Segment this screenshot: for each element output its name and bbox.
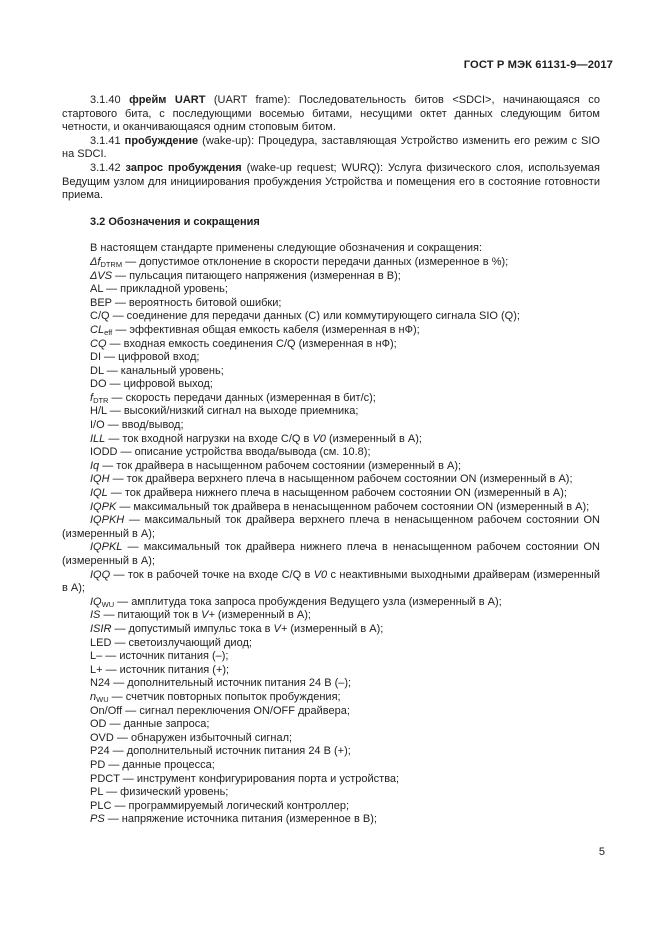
section-title: 3.2 Обозначения и сокращения (90, 215, 260, 228)
abbreviation-symbol: IQL (90, 487, 108, 500)
abbreviation-description: — ток драйвера нижнего плеча в насыщенном рабочем состоянии ON (измеренный в А); (107, 487, 567, 500)
abbreviation-inline-symbol: V+ (201, 609, 215, 622)
abbreviation-item (62, 446, 600, 460)
abbreviation-inline-symbol: V+ (273, 622, 288, 635)
abbreviation-description: — вероятность битовой ошибки; (111, 296, 282, 309)
abbreviation-description: — ток драйвера в насыщенном рабочем состоянии (измеренный в А); (99, 459, 462, 472)
abbreviation-description: — максимальный ток драйвера нижнего плеча в ненасыщенном рабочем состоянии ON (измеренный в А); (62, 541, 600, 567)
abbreviation-item (62, 310, 600, 324)
abbreviation-inline-symbol: V0 (312, 432, 326, 445)
abbreviation-symbol: OD (90, 718, 107, 731)
abbreviation-description: — источник питания (+); (102, 663, 230, 676)
abbreviation-symbol: IQ (90, 595, 102, 608)
abbreviation-subscript: WU (96, 694, 109, 704)
definition-text: (wake-up request; WURQ): Услуга физического слоя, используемая Ведущим узлом для инициирования пробуждения Устройства и помещения его в состояние готовности приема. (62, 161, 600, 202)
abbreviation-subscript: eff (104, 327, 113, 337)
abbreviation-symbol: H/L (90, 405, 107, 418)
abbreviation-item (62, 732, 600, 746)
abbreviation-symbol: N24 (90, 677, 111, 690)
abbreviation-item (62, 338, 600, 352)
abbreviation-symbol: IQPKH (90, 514, 125, 527)
abbreviation-item (62, 419, 600, 433)
abbreviation-description: — напряжение источника питания (измеренное в В); (104, 813, 377, 826)
abbreviation-description: — эффективная общая емкость кабеля (измеренная в нФ); (112, 323, 420, 336)
abbreviation-symbol: CL (90, 323, 105, 336)
abbreviation-symbol: P24 (90, 745, 110, 758)
abbreviation-symbol: L– (90, 650, 103, 663)
abbreviation-symbol: I/O (90, 419, 105, 432)
abbreviation-description: — светоизлучающий диод; (111, 636, 252, 649)
abbreviation-description: — обнаружен избыточный сигнал; (113, 731, 293, 744)
abbreviation-item (62, 324, 600, 338)
abbreviation-symbol: f (90, 391, 94, 404)
abbreviation-item (62, 501, 600, 515)
abbreviation-item (62, 677, 600, 691)
abbreviation-item (62, 297, 600, 311)
abbreviation-item (62, 487, 600, 501)
abbreviation-symbol: PS (90, 813, 105, 826)
abbreviation-description: — физический уровень; (103, 786, 229, 799)
abbreviation-symbol: PD (90, 758, 106, 771)
abbreviation-symbol: L+ (90, 663, 103, 676)
abbreviation-item (62, 460, 600, 474)
abbreviation-item (62, 351, 600, 365)
abbreviation-item (62, 569, 600, 596)
abbreviation-item (62, 813, 600, 827)
abbreviations-list (62, 256, 600, 827)
definition-text: (UART frame): Последовательность битов <SDCI>, начинающаяся со стартового бита, с последующими восемью битами, несущими октет данных следующим битом четности, и оканчивающаяся одним стоповым битом. (62, 94, 601, 134)
abbreviation-symbol: n (90, 690, 97, 703)
abbreviation-symbol: DI (90, 351, 101, 364)
abbreviation-description-tail: (измеренный в А); (287, 622, 384, 635)
abbreviation-symbol: IS (90, 609, 101, 622)
abbreviation-item (62, 705, 600, 719)
definition-item (62, 135, 600, 162)
abbreviation-description: — входная емкость соединения C/Q (измеренная в нФ); (106, 337, 397, 350)
abbreviation-description: — ток входной нагрузки на входе C/Q в (105, 432, 313, 445)
abbreviation-symbol: Iq (90, 459, 100, 472)
abbreviation-symbol: ILL (90, 432, 106, 445)
definition-item (62, 162, 600, 203)
abbreviation-description: — соединение для передачи данных (С) или коммутирующего сигнала SIO (Q); (109, 310, 520, 323)
abbreviation-description: — пульсация питающего напряжения (измеренная в В); (112, 269, 401, 282)
abbreviation-symbol: PLC (90, 799, 112, 812)
abbreviation-description-tail: (измеренный в А); (214, 609, 311, 622)
abbreviation-description: — описание устройства ввода/вывода (см. 10.8); (117, 446, 371, 459)
definition-term: запрос пробуждения (125, 161, 242, 174)
abbreviation-subscript: DTRM (100, 259, 123, 269)
section-intro: В настоящем стандарте применены следующие обозначения и сокращения: (90, 242, 483, 255)
abbreviation-item (62, 759, 600, 773)
definition-term: фрейм UART (129, 94, 206, 106)
abbreviation-description-tail: с неактивными выходными драйверам (измеренный в А); (62, 568, 600, 595)
abbreviation-description: — дополнительный источник питания 24 В (+); (109, 745, 351, 758)
abbreviation-symbol: IQH (90, 473, 110, 486)
definition-number: 3.1.40 (90, 94, 121, 106)
abbreviation-item (62, 718, 600, 732)
abbreviation-description: — прикладной уровень; (103, 283, 228, 296)
definitions-list (62, 94, 600, 203)
abbreviation-subscript: WU (101, 599, 115, 609)
abbreviation-description: — программируемый логический контроллер; (111, 799, 349, 812)
abbreviation-symbol: DO (90, 378, 107, 391)
abbreviation-item (62, 541, 600, 568)
abbreviation-item (62, 609, 600, 623)
abbreviation-item (62, 378, 600, 392)
abbreviation-description: — максимальный ток драйвера верхнего плеча в ненасыщенном рабочем состоянии ON (измеренный в А); (62, 514, 600, 540)
abbreviation-description: — сигнал переключения ON/OFF драйвера; (122, 704, 350, 717)
abbreviation-item (62, 664, 600, 678)
abbreviation-symbol: IQPK (90, 500, 117, 513)
abbreviation-description: — источник питания (–); (102, 650, 229, 663)
definition-number: 3.1.42 (90, 161, 121, 174)
abbreviation-description: — данные процесса; (105, 758, 215, 771)
page-number: 5 (598, 846, 605, 858)
abbreviation-symbol: PDCT (90, 772, 120, 785)
definition-number: 3.1.41 (90, 134, 121, 147)
definition-item (62, 94, 600, 135)
abbreviation-item (62, 786, 600, 800)
abbreviation-description: — скорость передачи данных (измеренная в бит/с); (108, 391, 376, 404)
abbreviation-symbol: DL (90, 364, 104, 377)
abbreviation-symbol: ΔVS (90, 269, 113, 282)
abbreviation-symbol: Δf (90, 255, 101, 268)
abbreviation-description: — допустимое отклонение в скорости передачи данных (измеренное в %); (122, 255, 509, 268)
abbreviation-symbol: AL (90, 283, 104, 296)
abbreviation-description: — дополнительный источник питания 24 В (–); (110, 677, 352, 690)
abbreviation-symbol: CQ (90, 337, 107, 350)
abbreviation-symbol: ISIR (90, 622, 112, 635)
abbreviation-description-tail: (измеренный в А); (325, 432, 422, 445)
abbreviation-symbol: BEP (90, 296, 112, 309)
abbreviation-description: — амплитуда тока запроса пробуждения Ведущего узла (измеренный в А); (114, 595, 502, 608)
abbreviation-symbol: OVD (90, 731, 114, 744)
definition-term: пробуждение (124, 134, 199, 147)
abbreviation-symbol: IQPKL (90, 541, 123, 554)
abbreviation-description: — максимальный ток драйвера в ненасыщенном рабочем состоянии ON (измеренный в А); (116, 500, 590, 513)
abbreviation-symbol: IQQ (90, 568, 111, 581)
abbreviation-item (62, 691, 600, 705)
abbreviation-description: — ток драйвера верхнего плеча в насыщенном рабочем состоянии ON (измеренный в А); (109, 473, 573, 486)
abbreviation-item (62, 514, 600, 541)
abbreviation-item (62, 473, 600, 487)
abbreviation-item (62, 433, 600, 447)
abbreviation-symbol: IODD (90, 446, 118, 459)
abbreviation-item (62, 365, 600, 379)
abbreviation-symbol: C/Q (90, 310, 110, 323)
abbreviation-item (62, 650, 600, 664)
abbreviation-subscript: DTR (93, 395, 109, 405)
abbreviation-item (62, 256, 600, 270)
abbreviation-symbol: LED (90, 636, 112, 649)
definition-text: (wake-up): Процедура, заставляющая Устройство изменить его режим с SIO на SDCI. (62, 134, 600, 161)
abbreviation-symbol: PL (90, 786, 104, 799)
abbreviation-symbol: On/Off (90, 704, 123, 717)
abbreviation-description: — данные запроса; (106, 718, 210, 731)
document-body (62, 94, 600, 827)
abbreviation-description: — питающий ток в (100, 609, 202, 622)
abbreviation-item (62, 392, 600, 406)
abbreviation-item (62, 773, 600, 787)
abbreviation-item (62, 745, 600, 759)
abbreviation-item (62, 623, 600, 637)
abbreviation-description: — высокий/низкий сигнал на выходе приемника; (106, 405, 359, 418)
abbreviation-item (62, 596, 600, 610)
abbreviation-description: — счетчик повторных попыток пробуждения; (108, 690, 341, 703)
abbreviation-description: — цифровой выход; (106, 378, 213, 391)
document-header: ГОСТ Р МЭК 61131-9—2017 (463, 59, 613, 71)
abbreviation-item (62, 800, 600, 814)
abbreviation-item (62, 405, 600, 419)
abbreviation-description: — канальный уровень; (103, 364, 224, 377)
abbreviation-description: — допустимый импульс тока в (111, 622, 274, 635)
abbreviation-inline-symbol: V0 (313, 568, 328, 581)
abbreviation-description: — ток в рабочей точке на входе C/Q в (110, 568, 314, 581)
abbreviation-description: — инструмент конфигурирования порта и устройства; (119, 772, 400, 785)
abbreviation-item (62, 637, 600, 651)
abbreviation-item (62, 270, 600, 284)
abbreviation-description: — ввод/вывод; (104, 419, 184, 432)
abbreviation-item (62, 283, 600, 297)
abbreviation-description: — цифровой вход; (101, 351, 200, 364)
